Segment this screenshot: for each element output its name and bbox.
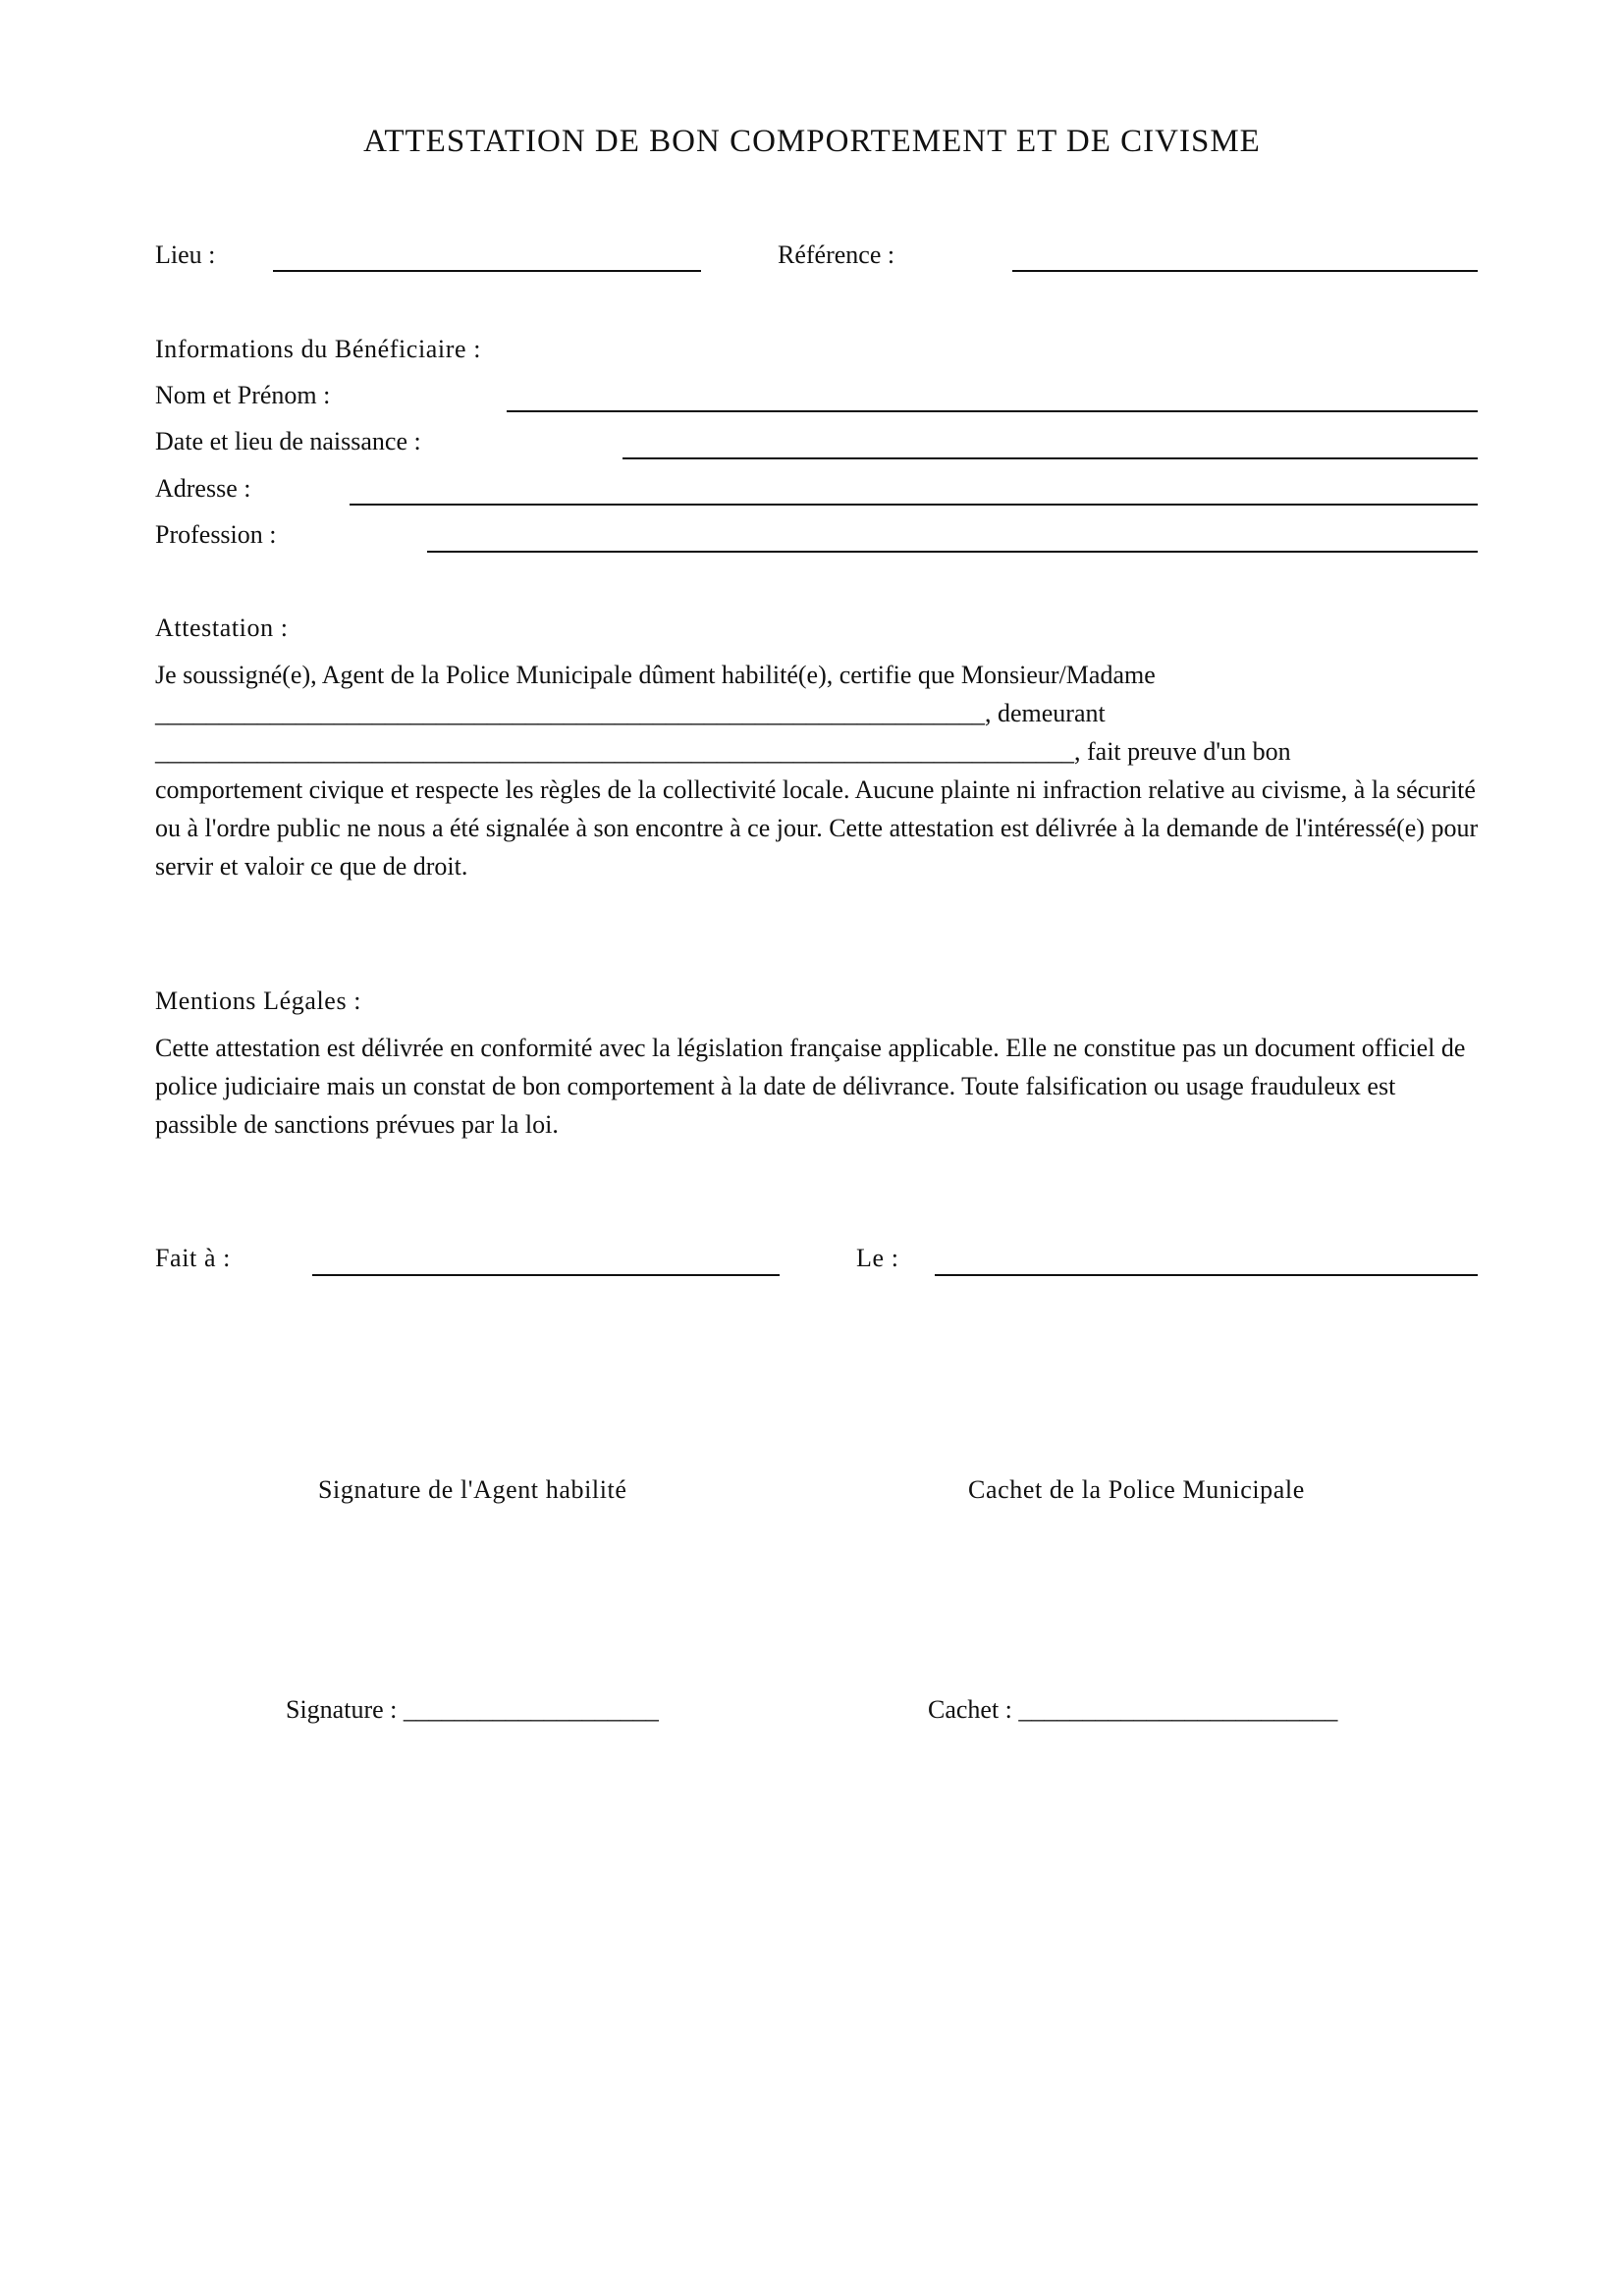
page-title: ATTESTATION DE BON COMPORTEMENT ET DE CIVISME bbox=[363, 124, 1261, 159]
reference-field[interactable] bbox=[1012, 270, 1478, 272]
nom-prenom-field[interactable] bbox=[507, 410, 1478, 412]
profession-field[interactable] bbox=[427, 551, 1478, 553]
naissance-label: Date et lieu de naissance : bbox=[155, 427, 421, 455]
cachet-line[interactable]: Cachet : _________________________ bbox=[928, 1695, 1338, 1724]
beneficiary-section-title: Informations du Bénéficiaire : bbox=[155, 335, 482, 363]
profession-label: Profession : bbox=[155, 520, 277, 549]
nom-prenom-label: Nom et Prénom : bbox=[155, 381, 331, 409]
legal-text: Cette attestation est délivrée en conformité avec la législation française applicable. Elle ne constitue pas un document officiel de police judiciaire mais un constat de bon comportement à la date de délivrance. Toute falsification ou usage frauduleux est passible de sanctions prévues par la loi. bbox=[155, 1034, 1466, 1139]
adresse-field[interactable] bbox=[350, 504, 1478, 506]
cachet-heading: Cachet de la Police Municipale bbox=[968, 1475, 1305, 1504]
le-field[interactable] bbox=[935, 1274, 1478, 1276]
fait-a-label: Fait à : bbox=[155, 1244, 232, 1272]
lieu-field[interactable] bbox=[273, 270, 701, 272]
attestation-body: comportement civique et respecte les règles de la collectivité locale. Aucune plainte ni infraction relative au civisme, à la sécurité ou à l'ordre public ne nous a été signalée à son encontre à ce jour. Cette attestation est délivrée à la demande de l'intéressé(e) pour servir et valoir ce que de droit. bbox=[155, 775, 1479, 881]
naissance-field[interactable] bbox=[623, 457, 1478, 459]
attestation-paragraph bbox=[155, 656, 1483, 885]
legal-section-title: Mentions Légales : bbox=[155, 987, 362, 1015]
lieu-label: Lieu : bbox=[155, 240, 216, 269]
le-label: Le : bbox=[856, 1244, 899, 1272]
attestation-line-2: _________________________________________________________________, demeurant bbox=[155, 699, 1106, 727]
adresse-label: Adresse : bbox=[155, 474, 251, 503]
attestation-line-3: ________________________________________________________________________, fait preuve d'un bon bbox=[155, 737, 1291, 766]
attestation-section-title: Attestation : bbox=[155, 614, 289, 642]
attestation-line-1: Je soussigné(e), Agent de la Police Municipale dûment habilité(e), certifie que Monsieur/Madame bbox=[155, 661, 1156, 689]
reference-label: Référence : bbox=[778, 240, 895, 269]
fait-a-field[interactable] bbox=[312, 1274, 780, 1276]
signature-heading: Signature de l'Agent habilité bbox=[318, 1475, 627, 1504]
signature-line[interactable]: Signature : ____________________ bbox=[286, 1695, 659, 1724]
